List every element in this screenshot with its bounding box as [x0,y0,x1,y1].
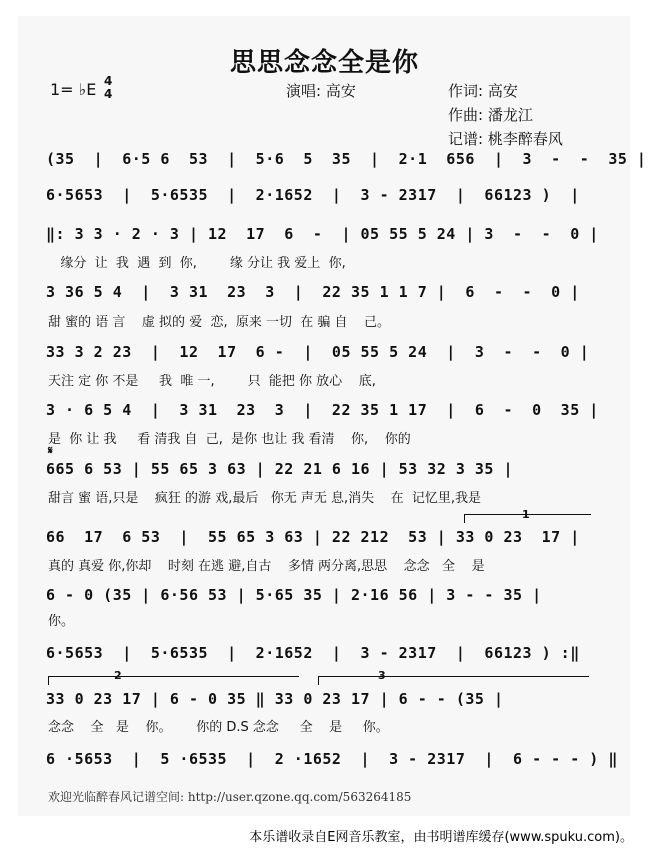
meter-bottom: 4 [104,87,113,101]
transcriber-link-note: 欢迎光临醉春风记谱空间: http://user.qzone.qq.com/563264185 [48,790,412,804]
transcriber-credit: 记谱: 桃李醉春风 [448,130,563,148]
singer-credit: 演唱: 高安 [286,82,356,100]
lyric-line-5: 甜言 蜜 语,只是 疯狂 的游 戏,最后 你无 声无 息,消失 在 记忆里,我是 [48,491,482,506]
score-line-12: 6 ·5653 | 5 ·6535 | 2 ·1652 | 3 - 2317 | 6 - - - ) ‖ [46,750,618,768]
lyric-line-1: 缘分 让 我 遇 到 你, 缘 分让 我 爱上 你, [48,256,346,271]
volta-bracket-2 [48,676,299,685]
time-signature [104,75,112,101]
volta-3-label: 3 [378,669,386,682]
score-line-10: 6·5653 | 5·6535 | 2·1652 | 3 - 2317 | 66123 ) :‖ [46,644,580,662]
score-line-5: 33 3 2 23 | 12 17 6 - | 05 55 5 24 | 3 - - 0 | [46,343,590,361]
volta-2-label: 2 [114,669,122,682]
segno-sign: 𝄋 [48,444,53,457]
score-line-7: 665 6 53 | 55 65 3 63 | 22 21 6 16 | 53 32 3 35 | [46,460,514,478]
score-line-1: (35 | 6·5 6 53 | 5·6 5 35 | 2·1 656 | 3 - - 35 | [46,150,647,168]
score-line-2: 6·5653 | 5·6535 | 2·1652 | 3 - 2317 | 66123 ) | [46,186,580,204]
meter-top: 4 [104,74,113,88]
score-line-4: 3 36 5 4 | 3 31 23 3 | 22 35 1 1 7 | 6 - - 0 | [46,283,580,301]
lyric-line-7: 你。 [48,614,75,629]
score-line-9: 6 - 0 (35 | 6·56 53 | 5·65 35 | 2·16 56 | 3 - - 35 | [46,586,542,604]
score-line-6: 3 · 6 5 4 | 3 31 23 3 | 22 35 1 17 | 6 - 0 35 | [46,401,599,419]
lyric-line-8: 念念 全 是 你。 你的 D.S 念念 全 是 你。 [48,720,389,735]
volta-1-label: 1 [522,508,530,521]
source-attribution: 本乐谱收录自E网音乐教室，由书明谱库缓存(www.spuku.com)。 [249,830,633,845]
lyric-line-3: 天注 定 你 不是 我 唯 一, 只 能把 你 放心 底, [48,374,376,389]
score-line-11: 33 0 23 17 | 6 - 0 35 ‖ 33 0 23 17 | 6 - - (35 | [46,690,504,708]
score-line-3: ‖: 3 3 · 2 · 3 | 12 17 6 - | 05 55 5 24 | 3 - - 0 | [46,225,599,243]
score-line-8: 66 17 6 53 | 55 65 3 63 | 22 212 53 | 33 0 23 17 | [46,528,580,546]
key-signature: 1= ♭E [50,80,97,99]
lyric-line-6: 真的 真爱 你,你却 时刻 在逃 避,自古 多情 两分离,思思 念念 全 是 [48,559,485,574]
volta-bracket-3 [318,676,589,685]
lyricist-credit: 作词: 高安 [448,82,518,100]
lyric-line-2: 甜 蜜的 语 言 虚 拟的 爱 恋, 原来 一切 在 骗 自 己。 [48,315,391,330]
composer-credit: 作曲: 潘龙江 [448,106,533,124]
song-title: 思思念念全是你 [229,48,419,78]
lyric-line-4: 是 你 让 我 看 清我 自 己, 是你 也让 我 看清 你, 你的 [48,432,411,447]
